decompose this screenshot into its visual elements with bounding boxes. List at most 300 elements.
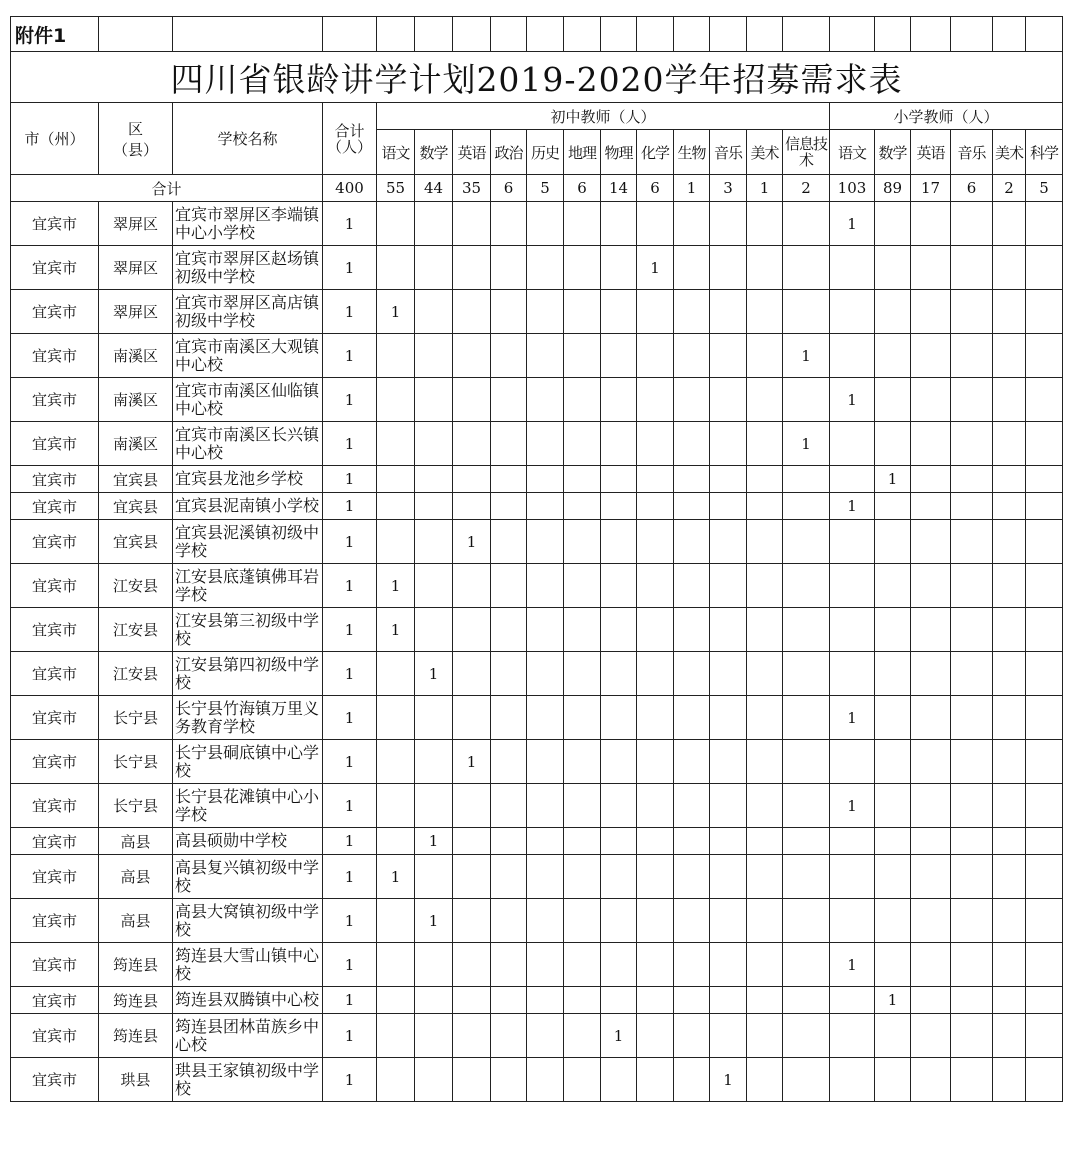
cell-primary xyxy=(911,899,951,943)
total-middle-cell: 3 xyxy=(710,175,747,202)
cell-district: 筠连县 xyxy=(99,943,173,987)
header-primary-subject: 科学 xyxy=(1026,130,1063,175)
header-total: 合计（人） xyxy=(323,103,377,175)
cell-primary xyxy=(875,564,911,608)
cell-city: 宜宾市 xyxy=(11,987,99,1014)
cell-primary xyxy=(1026,652,1063,696)
cell-primary xyxy=(993,608,1026,652)
cell-city: 宜宾市 xyxy=(11,943,99,987)
cell-middle xyxy=(747,784,783,828)
cell-primary xyxy=(1026,466,1063,493)
cell-city: 宜宾市 xyxy=(11,740,99,784)
cell-middle xyxy=(783,1058,830,1102)
cell-primary xyxy=(1026,784,1063,828)
total-primary-cell: 5 xyxy=(1026,175,1063,202)
cell-total: 1 xyxy=(323,493,377,520)
cell-middle xyxy=(415,202,453,246)
cell-middle xyxy=(710,378,747,422)
total-middle-cell: 6 xyxy=(637,175,674,202)
cell-middle xyxy=(601,784,637,828)
cell-middle xyxy=(453,943,491,987)
cell-middle xyxy=(601,202,637,246)
cell-middle xyxy=(453,608,491,652)
cell-school: 长宁县花滩镇中心小学校 xyxy=(173,784,323,828)
cell-middle xyxy=(710,855,747,899)
cell-middle xyxy=(491,520,527,564)
cell-middle xyxy=(674,246,710,290)
cell-middle xyxy=(377,696,415,740)
cell-middle xyxy=(564,466,601,493)
cell-middle xyxy=(601,855,637,899)
total-label: 合计 xyxy=(11,175,323,202)
cell-primary xyxy=(875,378,911,422)
cell-middle xyxy=(491,943,527,987)
cell-middle xyxy=(491,466,527,493)
cell-middle: 1 xyxy=(377,855,415,899)
cell-middle xyxy=(453,422,491,466)
cell-middle xyxy=(637,784,674,828)
cell-middle xyxy=(377,1014,415,1058)
cell-city: 宜宾市 xyxy=(11,334,99,378)
header-primary-subject: 美术 xyxy=(993,130,1026,175)
cell-total: 1 xyxy=(323,290,377,334)
cell-middle xyxy=(377,987,415,1014)
cell-middle xyxy=(710,1014,747,1058)
cell-total: 1 xyxy=(323,334,377,378)
cell-school: 宜宾县龙池乡学校 xyxy=(173,466,323,493)
cell-middle xyxy=(377,899,415,943)
cell-district: 翠屏区 xyxy=(99,202,173,246)
cell-middle xyxy=(783,564,830,608)
cell-middle xyxy=(710,652,747,696)
cell-middle xyxy=(564,652,601,696)
cell-primary xyxy=(830,855,875,899)
cell-middle xyxy=(415,608,453,652)
cell-middle xyxy=(637,1014,674,1058)
cell-primary: 1 xyxy=(830,202,875,246)
cell-middle xyxy=(747,987,783,1014)
cell-middle xyxy=(564,202,601,246)
cell-district: 高县 xyxy=(99,828,173,855)
cell-primary xyxy=(1026,290,1063,334)
cell-primary xyxy=(875,899,911,943)
cell-primary xyxy=(911,246,951,290)
cell-middle xyxy=(783,378,830,422)
cell-middle xyxy=(527,378,564,422)
cell-middle xyxy=(377,520,415,564)
cell-middle xyxy=(783,520,830,564)
cell-city: 宜宾市 xyxy=(11,202,99,246)
cell-middle xyxy=(453,378,491,422)
cell-middle xyxy=(601,290,637,334)
cell-primary xyxy=(993,696,1026,740)
cell-primary xyxy=(951,987,993,1014)
cell-middle xyxy=(747,520,783,564)
cell-middle xyxy=(674,334,710,378)
cell-district: 高县 xyxy=(99,855,173,899)
cell-city: 宜宾市 xyxy=(11,828,99,855)
cell-middle xyxy=(674,943,710,987)
table-row xyxy=(11,740,1063,784)
cell-primary: 1 xyxy=(830,943,875,987)
cell-middle: 1 xyxy=(783,422,830,466)
cell-middle xyxy=(453,246,491,290)
cell-middle xyxy=(377,422,415,466)
cell-primary xyxy=(875,740,911,784)
cell-middle xyxy=(415,378,453,422)
cell-primary xyxy=(830,520,875,564)
cell-total: 1 xyxy=(323,608,377,652)
cell-middle xyxy=(637,422,674,466)
header-primary-subject: 英语 xyxy=(911,130,951,175)
cell-primary xyxy=(1026,1058,1063,1102)
cell-primary xyxy=(875,520,911,564)
cell-primary xyxy=(911,290,951,334)
cell-middle: 1 xyxy=(377,290,415,334)
cell-primary xyxy=(875,943,911,987)
cell-school: 高县硕勋中学校 xyxy=(173,828,323,855)
cell-middle xyxy=(527,987,564,1014)
cell-middle xyxy=(491,493,527,520)
cell-middle xyxy=(453,564,491,608)
cell-primary xyxy=(875,608,911,652)
cell-middle xyxy=(637,1058,674,1102)
cell-primary xyxy=(911,493,951,520)
cell-primary: 1 xyxy=(830,784,875,828)
cell-middle xyxy=(527,1058,564,1102)
cell-middle xyxy=(783,652,830,696)
cell-primary xyxy=(830,246,875,290)
cell-primary xyxy=(911,202,951,246)
cell-total: 1 xyxy=(323,378,377,422)
cell-primary xyxy=(1026,493,1063,520)
cell-middle xyxy=(674,899,710,943)
cell-middle xyxy=(377,334,415,378)
cell-middle xyxy=(491,784,527,828)
cell-middle xyxy=(527,202,564,246)
cell-primary xyxy=(951,202,993,246)
cell-primary xyxy=(1026,943,1063,987)
cell-middle xyxy=(453,899,491,943)
cell-district: 南溪区 xyxy=(99,422,173,466)
cell-middle xyxy=(377,202,415,246)
cell-city: 宜宾市 xyxy=(11,652,99,696)
cell-primary xyxy=(951,290,993,334)
header-primary-subject: 音乐 xyxy=(951,130,993,175)
cell-middle xyxy=(601,493,637,520)
cell-primary xyxy=(830,608,875,652)
cell-middle xyxy=(415,466,453,493)
cell-middle xyxy=(601,564,637,608)
cell-total: 1 xyxy=(323,987,377,1014)
table-row xyxy=(11,290,1063,334)
cell-primary xyxy=(911,987,951,1014)
cell-district: 长宁县 xyxy=(99,696,173,740)
cell-middle xyxy=(710,784,747,828)
header-middle-subject: 历史 xyxy=(527,130,564,175)
cell-total: 1 xyxy=(323,564,377,608)
cell-school: 筠连县团林苗族乡中心校 xyxy=(173,1014,323,1058)
cell-middle xyxy=(453,652,491,696)
table-row xyxy=(11,828,1063,855)
attachment-row xyxy=(11,17,1063,52)
cell-primary xyxy=(951,493,993,520)
cell-middle xyxy=(415,784,453,828)
table-row xyxy=(11,378,1063,422)
cell-middle xyxy=(453,334,491,378)
cell-middle xyxy=(415,987,453,1014)
cell-primary xyxy=(830,652,875,696)
cell-primary xyxy=(993,784,1026,828)
cell-primary xyxy=(1026,855,1063,899)
header-middle-subject: 数学 xyxy=(415,130,453,175)
cell-primary xyxy=(993,290,1026,334)
cell-primary xyxy=(875,422,911,466)
cell-primary xyxy=(875,334,911,378)
cell-middle: 1 xyxy=(710,1058,747,1102)
cell-middle xyxy=(564,740,601,784)
cell-primary xyxy=(1026,520,1063,564)
cell-middle xyxy=(453,466,491,493)
cell-primary xyxy=(993,828,1026,855)
cell-primary xyxy=(911,334,951,378)
cell-middle xyxy=(415,855,453,899)
cell-middle xyxy=(491,652,527,696)
cell-district: 翠屏区 xyxy=(99,246,173,290)
cell-middle xyxy=(415,334,453,378)
cell-middle xyxy=(527,1014,564,1058)
cell-middle xyxy=(491,899,527,943)
cell-total: 1 xyxy=(323,899,377,943)
cell-middle xyxy=(415,943,453,987)
cell-middle xyxy=(377,943,415,987)
cell-primary xyxy=(993,493,1026,520)
recruitment-table xyxy=(10,16,1063,1102)
cell-primary xyxy=(830,290,875,334)
cell-middle xyxy=(674,202,710,246)
cell-middle xyxy=(674,784,710,828)
cell-middle xyxy=(783,466,830,493)
cell-middle xyxy=(747,334,783,378)
cell-district: 江安县 xyxy=(99,564,173,608)
cell-middle xyxy=(564,493,601,520)
cell-middle xyxy=(527,520,564,564)
cell-primary xyxy=(951,608,993,652)
cell-city: 宜宾市 xyxy=(11,1014,99,1058)
cell-middle xyxy=(601,608,637,652)
cell-primary xyxy=(993,564,1026,608)
cell-primary xyxy=(1026,899,1063,943)
cell-middle xyxy=(564,855,601,899)
cell-school: 筠连县双腾镇中心校 xyxy=(173,987,323,1014)
cell-school: 宜宾市南溪区仙临镇中心校 xyxy=(173,378,323,422)
cell-primary xyxy=(875,855,911,899)
cell-middle xyxy=(491,987,527,1014)
cell-middle xyxy=(564,899,601,943)
cell-total: 1 xyxy=(323,466,377,493)
cell-middle xyxy=(601,943,637,987)
cell-total: 1 xyxy=(323,422,377,466)
cell-middle xyxy=(491,334,527,378)
cell-middle xyxy=(601,899,637,943)
cell-city: 宜宾市 xyxy=(11,520,99,564)
cell-district: 珙县 xyxy=(99,1058,173,1102)
cell-primary xyxy=(1026,608,1063,652)
cell-school: 珙县王家镇初级中学校 xyxy=(173,1058,323,1102)
cell-primary xyxy=(911,608,951,652)
cell-middle xyxy=(783,828,830,855)
total-middle-cell: 35 xyxy=(453,175,491,202)
cell-middle xyxy=(783,740,830,784)
cell-primary xyxy=(911,828,951,855)
cell-middle xyxy=(377,466,415,493)
cell-primary xyxy=(951,696,993,740)
table-row xyxy=(11,652,1063,696)
cell-middle xyxy=(637,652,674,696)
cell-middle: 1 xyxy=(415,899,453,943)
cell-district: 宜宾县 xyxy=(99,466,173,493)
cell-middle xyxy=(674,608,710,652)
cell-primary xyxy=(1026,696,1063,740)
total-primary-cell: 6 xyxy=(951,175,993,202)
total-middle-cell: 55 xyxy=(377,175,415,202)
cell-middle xyxy=(491,246,527,290)
cell-city: 宜宾市 xyxy=(11,564,99,608)
cell-middle xyxy=(747,422,783,466)
header-middle-subject: 美术 xyxy=(747,130,783,175)
header-middle-subject: 物理 xyxy=(601,130,637,175)
table-title: 四川省银龄讲学计划2019-2020学年招募需求表 xyxy=(11,52,1063,103)
header-middle-group: 初中教师（人） xyxy=(377,103,830,130)
cell-middle xyxy=(674,652,710,696)
cell-middle xyxy=(415,422,453,466)
cell-primary xyxy=(951,784,993,828)
cell-primary xyxy=(951,564,993,608)
total-primary-cell: 89 xyxy=(875,175,911,202)
cell-middle xyxy=(491,696,527,740)
cell-primary xyxy=(951,246,993,290)
cell-middle xyxy=(491,855,527,899)
cell-middle xyxy=(377,378,415,422)
cell-school: 高县复兴镇初级中学校 xyxy=(173,855,323,899)
cell-primary xyxy=(993,422,1026,466)
cell-middle xyxy=(710,422,747,466)
cell-middle xyxy=(453,202,491,246)
cell-primary xyxy=(1026,422,1063,466)
cell-middle xyxy=(710,696,747,740)
cell-middle xyxy=(527,652,564,696)
header-middle-subject: 地理 xyxy=(564,130,601,175)
cell-middle xyxy=(674,564,710,608)
cell-middle xyxy=(564,520,601,564)
table-row xyxy=(11,608,1063,652)
cell-middle xyxy=(637,943,674,987)
cell-middle xyxy=(491,740,527,784)
cell-district: 宜宾县 xyxy=(99,520,173,564)
cell-middle xyxy=(491,1014,527,1058)
cell-primary xyxy=(830,466,875,493)
cell-middle xyxy=(637,520,674,564)
cell-middle xyxy=(377,784,415,828)
table-row xyxy=(11,899,1063,943)
cell-primary xyxy=(911,652,951,696)
total-middle-cell: 5 xyxy=(527,175,564,202)
cell-middle xyxy=(783,493,830,520)
cell-primary xyxy=(830,1014,875,1058)
header-middle-subject: 语文 xyxy=(377,130,415,175)
cell-middle xyxy=(377,493,415,520)
cell-middle xyxy=(491,202,527,246)
cell-middle xyxy=(527,334,564,378)
cell-middle xyxy=(783,784,830,828)
cell-school: 筠连县大雪山镇中心校 xyxy=(173,943,323,987)
table-row xyxy=(11,422,1063,466)
cell-middle xyxy=(747,828,783,855)
table-row xyxy=(11,943,1063,987)
cell-middle xyxy=(527,290,564,334)
cell-primary xyxy=(993,466,1026,493)
cell-middle xyxy=(415,1058,453,1102)
cell-middle xyxy=(783,608,830,652)
table-row xyxy=(11,246,1063,290)
cell-primary xyxy=(830,828,875,855)
cell-total: 1 xyxy=(323,828,377,855)
cell-middle xyxy=(564,1058,601,1102)
cell-district: 江安县 xyxy=(99,608,173,652)
cell-middle xyxy=(783,290,830,334)
cell-total: 1 xyxy=(323,1014,377,1058)
cell-primary xyxy=(1026,202,1063,246)
cell-primary xyxy=(830,740,875,784)
cell-middle xyxy=(527,740,564,784)
cell-middle xyxy=(601,987,637,1014)
cell-middle xyxy=(637,740,674,784)
cell-middle xyxy=(415,740,453,784)
cell-middle xyxy=(491,422,527,466)
cell-middle xyxy=(710,943,747,987)
cell-middle xyxy=(564,784,601,828)
cell-middle xyxy=(747,246,783,290)
cell-primary xyxy=(993,899,1026,943)
cell-middle xyxy=(377,246,415,290)
cell-total: 1 xyxy=(323,740,377,784)
cell-middle xyxy=(674,740,710,784)
cell-primary xyxy=(911,1014,951,1058)
cell-middle xyxy=(637,608,674,652)
cell-middle xyxy=(637,493,674,520)
attachment-label: 附件1 xyxy=(11,17,99,52)
cell-primary xyxy=(911,943,951,987)
cell-middle xyxy=(783,855,830,899)
cell-middle xyxy=(564,378,601,422)
cell-middle xyxy=(527,608,564,652)
cell-middle xyxy=(747,1058,783,1102)
cell-city: 宜宾市 xyxy=(11,784,99,828)
cell-middle xyxy=(674,422,710,466)
cell-middle xyxy=(453,1014,491,1058)
cell-middle xyxy=(783,696,830,740)
cell-city: 宜宾市 xyxy=(11,493,99,520)
cell-primary xyxy=(911,422,951,466)
cell-middle xyxy=(783,943,830,987)
cell-district: 高县 xyxy=(99,899,173,943)
cell-middle: 1 xyxy=(601,1014,637,1058)
cell-middle xyxy=(674,696,710,740)
table-row xyxy=(11,855,1063,899)
cell-primary xyxy=(1026,1014,1063,1058)
cell-middle xyxy=(710,828,747,855)
cell-primary xyxy=(875,1014,911,1058)
